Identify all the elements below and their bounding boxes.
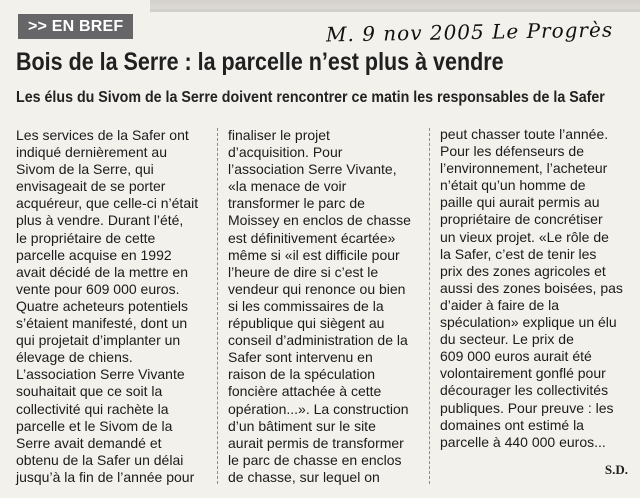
text-line: finaliser le projet xyxy=(228,127,330,143)
article-column-3 xyxy=(440,126,630,451)
text-line: parcelle à 440 000 euros... xyxy=(440,433,606,450)
text-line: le propriétaire de cette xyxy=(16,229,156,246)
text-line: 609 000 euros aurait été xyxy=(440,348,592,365)
previous-article-bleed xyxy=(150,0,640,12)
text-line: d’un bâtiment sur le site xyxy=(228,417,376,434)
text-line: qui projetait d’implanter un xyxy=(16,332,181,349)
text-line: Pour les défenseurs de xyxy=(440,143,584,160)
text-line: publiques. Pour preuve : les xyxy=(440,399,614,416)
text-line: Safer sont intervenu en xyxy=(228,349,373,366)
text-line: du secteur. Le prix de xyxy=(440,331,574,348)
text-line: Moissey en enclos de chasse xyxy=(228,212,411,229)
text-line: d’aider à faire de la xyxy=(440,296,560,313)
text-line: même si «il est difficile pour xyxy=(228,246,400,263)
text-line: domaines ont estimé la xyxy=(440,416,584,433)
text-line: le parc de chasse en enclos xyxy=(228,451,402,468)
article-subheadline: Les élus du Sivom de la Serre doivent rencontrer ce matin les responsables de la Safer xyxy=(16,89,605,106)
text-line: Sivom de la Serre, qui xyxy=(16,161,154,178)
text-line: aurait permis de transformer xyxy=(228,434,404,451)
text-line: parcelle acquise en 1992 xyxy=(16,246,172,263)
text-line: Les services de la Safer ont xyxy=(16,127,189,143)
text-line: indiqué dernièrement au xyxy=(16,144,167,161)
article-headline: Bois de la Serre : la parcelle n’est plus à vendre xyxy=(16,48,504,76)
text-line: foncière attachée à cette xyxy=(228,383,382,400)
text-line: opération...». La construction xyxy=(228,400,409,417)
text-line: plus à vendre. Durant l’été, xyxy=(16,212,184,229)
text-line: Quatre acheteurs potentiels xyxy=(16,297,188,314)
text-line: si les commissaires de la xyxy=(228,297,384,314)
article-column-1 xyxy=(16,127,206,486)
text-line: paille qui aurait permis au xyxy=(440,194,600,211)
handwritten-date-source: M. 9 nov 2005 Le Progrès xyxy=(325,17,614,47)
author-signature: S.D. xyxy=(604,462,628,477)
text-line: peut chasser toute l’année. xyxy=(440,126,609,142)
text-line: aussi des zones boisées, pas xyxy=(440,279,623,296)
text-line: s’étaient manifesté, dont un xyxy=(16,315,188,332)
text-line: vendeur qui renonce ou bien xyxy=(228,280,406,297)
column-divider xyxy=(429,128,430,484)
text-line: d’acquisition. Pour xyxy=(228,144,343,161)
text-line: obtenu de la Safer un délai xyxy=(16,451,184,468)
text-line: est définitivement écartée» xyxy=(228,229,396,246)
section-rubric: >> EN BREF xyxy=(18,14,133,39)
text-line: Serre avait demandé et xyxy=(16,434,162,451)
text-line: l’heure de dire si c’est le xyxy=(228,263,379,280)
text-line: L’association Serre Vivante xyxy=(16,366,185,383)
text-line: la Safer, c’est de tenir les xyxy=(440,245,597,262)
column-divider xyxy=(217,128,218,484)
text-line: un vieux projet. «Le rôle de xyxy=(440,228,609,245)
text-line: de chasse, sur lequel on xyxy=(228,468,380,485)
article-column-2 xyxy=(228,127,418,486)
text-line: spéculation» explique un élu xyxy=(440,314,617,331)
text-line: vente pour 609 000 euros. xyxy=(16,280,180,297)
text-line: «la menace de voir xyxy=(228,178,347,195)
text-line: parcelle et le Sivom de la xyxy=(16,417,173,434)
text-line: collectivité qui rachète la xyxy=(16,400,169,417)
text-line: transformer le parc de xyxy=(228,195,365,212)
text-line: l’association Serre Vivante, xyxy=(228,161,397,178)
text-line: n’était qu’un homme de xyxy=(440,177,586,194)
text-line: élevage de chiens. xyxy=(16,349,133,366)
text-line: souhaitait que ce soit la xyxy=(16,383,163,400)
text-line: l’environnement, l’acheteur xyxy=(440,160,608,177)
text-line: envisageait de se porter xyxy=(16,178,166,195)
text-line: raison de la spéculation xyxy=(228,366,376,383)
text-line: république qui siègent au xyxy=(228,315,385,332)
text-line: jusqu’à la fin de l’année pour xyxy=(16,468,195,485)
text-line: conseil d’administration de la xyxy=(228,332,408,349)
text-line: volontairement gonflé pour xyxy=(440,365,606,382)
text-line: prix des zones agricoles et xyxy=(440,262,606,279)
text-line: acquéreur, que celle-ci n’était xyxy=(16,195,199,212)
text-line: avait décidé de la mettre en xyxy=(16,263,188,280)
text-line: propriétaire de concrétiser xyxy=(440,211,603,228)
text-line: décourager les collectivités xyxy=(440,382,609,399)
